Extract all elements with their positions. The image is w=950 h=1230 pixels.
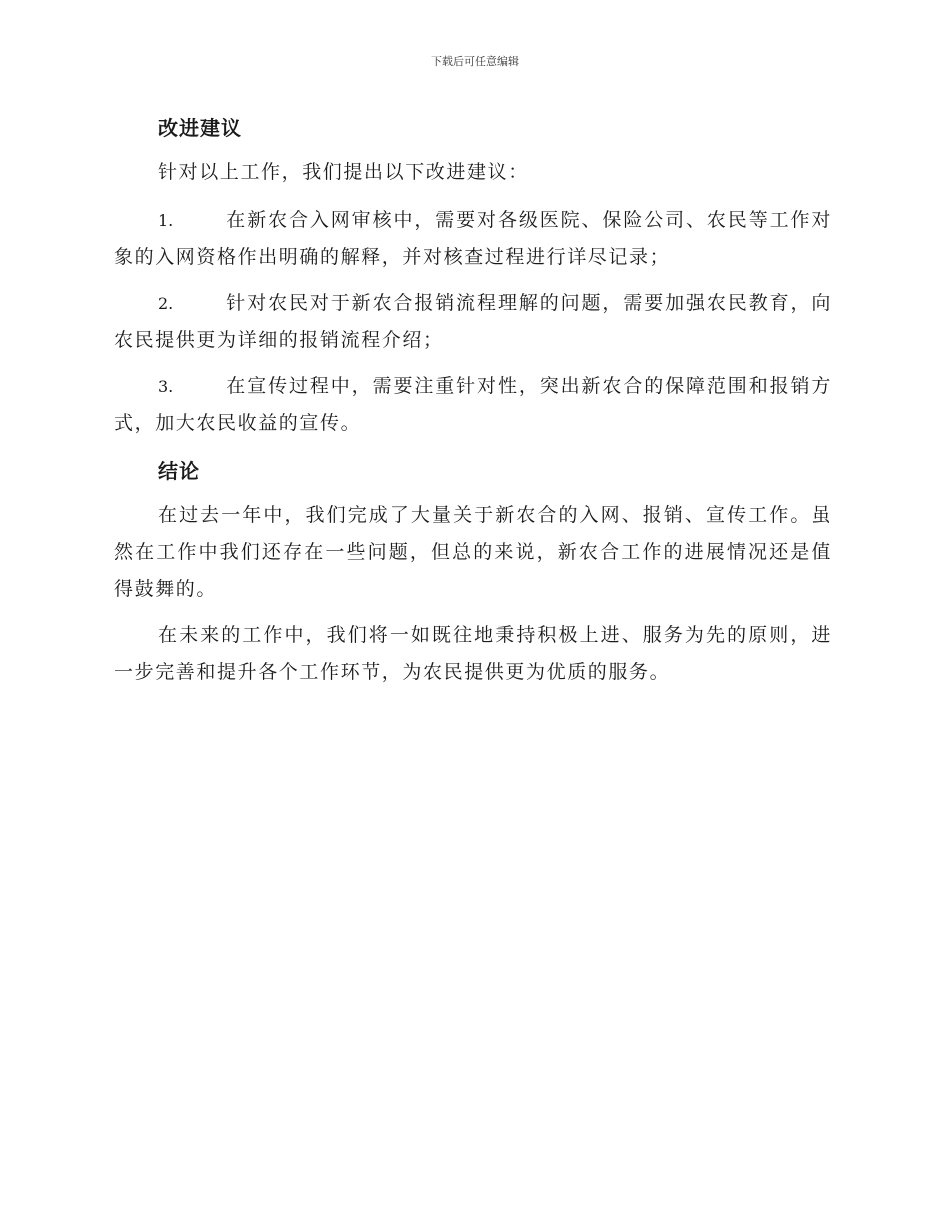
section-title-conclusion: 结论 [158,459,200,483]
conclusion-paragraph-1: 在过去一年中，我们完成了大量关于新农合的入网、报销、宣传工作。虽然在工作中我们还存在一些问题，但总的来说，新农合工作的进展情况还是值得鼓舞的。 [114,504,832,600]
list-item-2 [114,285,832,359]
list-item-text: 针对农民对于新农合报销流程理解的问题，需要加强农民教育，向农民提供更为详细的报销流程介绍； [114,292,832,351]
document-body [114,108,832,700]
conclusion-paragraph-2: 在未来的工作中，我们将一如既往地秉持积极上进、服务为先的原则，进一步完善和提升各个工作环节，为农民提供更为优质的服务。 [114,624,832,683]
list-item-text: 在新农合入网审核中，需要对各级医院、保险公司、农民等工作对象的入网资格作出明确的解释，并对核查过程进行详尽记录； [114,209,832,268]
list-number: 3. [158,377,174,396]
list-number: 2. [158,294,174,313]
list-item-text: 在宣传过程中，需要注重针对性，突出新农合的保障范围和报销方式，加大农民收益的宣传。 [114,375,832,434]
list-number: 1. [158,211,174,230]
list-item-1 [114,202,832,276]
section-title-improvement: 改进建议 [158,116,242,140]
improvement-intro: 针对以上工作，我们提出以下改进建议： [158,161,529,183]
header-note: 下载后可任意编辑 [431,55,519,68]
list-item-3 [114,368,832,442]
